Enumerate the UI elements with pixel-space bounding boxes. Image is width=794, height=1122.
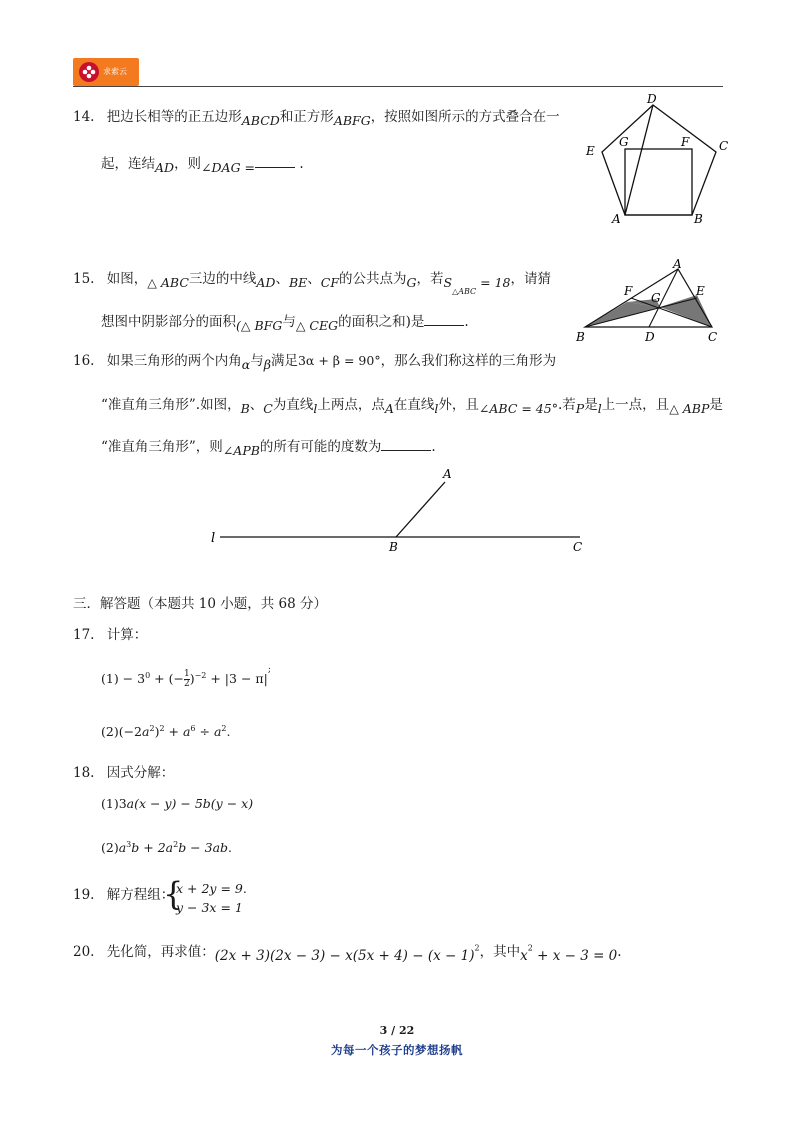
q15-text: 是 <box>410 314 425 330</box>
q19-title: 解方程组： <box>106 887 175 903</box>
q16-text: “准直角三角形”，则 <box>101 439 223 455</box>
q16-answer-blank <box>381 450 431 451</box>
q17-title: 计算： <box>106 627 148 643</box>
q17-punct: . <box>226 724 231 740</box>
q14-pentagon-name: ABCD <box>241 113 280 128</box>
q20-expression: (2x + 3)(2x − 3) − x(5x + 4) − (x − 1) <box>214 948 475 964</box>
q15-text: 的面积之和) <box>338 314 411 330</box>
label-f: F <box>624 284 633 298</box>
q15-figure <box>570 257 730 347</box>
q17-exponent: 2 <box>149 724 155 733</box>
page-number: 3 / 22 <box>379 1024 415 1037</box>
q16-angle: ∠APB <box>222 443 260 458</box>
q19-title-row <box>73 883 174 903</box>
q16-text: 在直线 <box>393 397 435 413</box>
q16-text: “准直角三角形”.如图， <box>101 397 241 413</box>
segment-ba <box>396 482 445 537</box>
q16-angle: ∠ABC = 45° <box>478 401 558 416</box>
brand-logo <box>73 58 139 86</box>
q17-expr: + (− <box>150 671 184 686</box>
q16-point: A <box>384 401 394 416</box>
header-divider <box>73 86 723 87</box>
q15-text: . <box>464 314 469 330</box>
q20-var: x <box>520 948 528 964</box>
label-l: l <box>211 531 216 546</box>
q17-expr: + <box>164 724 183 740</box>
q20-row <box>73 940 622 964</box>
pentagon-shape <box>602 105 716 215</box>
q14-text: 起，连结 <box>101 156 155 172</box>
q16-figure <box>205 465 595 557</box>
q19-eq2 <box>176 900 243 915</box>
segment-ad <box>625 105 653 215</box>
q17-part1 <box>101 664 271 689</box>
q17-var: a <box>142 724 150 740</box>
q17-number: 17. <box>73 627 95 643</box>
q20-exponent: 2 <box>527 943 533 953</box>
q15-median: AD <box>256 275 276 290</box>
q15-text: 三边的中线 <box>188 271 257 287</box>
q17-expr: (1) − 3 <box>101 671 146 686</box>
q15-point: G <box>406 275 417 290</box>
q15-triangle: △ ABC <box>147 275 189 290</box>
q15-answer-blank <box>424 325 464 326</box>
q17-part2 <box>101 724 230 739</box>
q19-number: 19. <box>73 887 95 903</box>
q18-exponent: 2 <box>173 840 179 849</box>
q18-punct: . <box>228 840 233 856</box>
q15-line2 <box>101 310 469 333</box>
q16-line3 <box>101 435 436 458</box>
shade-bfg-lower <box>585 302 660 327</box>
q16-point: B <box>240 401 250 416</box>
label-a: A <box>612 212 621 226</box>
equation-1: x + 2y = 9 <box>176 881 243 896</box>
q17-exponent: 0 <box>145 670 151 680</box>
square-shape <box>625 149 692 215</box>
label-e: E <box>586 144 595 158</box>
label-c: C <box>573 540 583 554</box>
q16-line-l: l <box>434 401 439 416</box>
q17-exponent: 6 <box>190 724 196 733</box>
label-d: D <box>647 92 657 106</box>
q15-number: 15. <box>73 271 95 287</box>
q18-expr: (2) <box>101 840 119 856</box>
q18-title-row <box>73 761 174 781</box>
q17-expr: ) <box>154 724 160 740</box>
q15-line1 <box>73 267 551 296</box>
q14-square-name: ABFG <box>333 113 371 128</box>
q17-exponent: 2 <box>221 724 227 733</box>
q16-condition: 3α + β = 90° <box>297 353 381 368</box>
q15-text: ，请猜 <box>510 271 551 287</box>
equation-2: y − 3x = 1 <box>176 900 243 915</box>
label-c: C <box>719 139 729 153</box>
q14-angle: ∠DAG = <box>201 160 256 175</box>
q20-condition: + x − 3 = 0 <box>532 948 618 964</box>
q15-sep: 、 <box>275 271 289 287</box>
q16-text: .若 <box>557 397 576 413</box>
q20-punct: . <box>617 944 622 960</box>
q17-expr: + |3 − π| <box>206 671 268 686</box>
q20-exponent: 2 <box>474 943 480 953</box>
label-f: F <box>681 135 690 149</box>
q18-expr: b + 2a <box>131 840 174 856</box>
q16-text: 为直线 <box>272 397 314 413</box>
q15-tri2: △ CEG <box>295 318 339 333</box>
q18-title: 因式分解： <box>106 765 175 781</box>
q14-text: . <box>295 156 304 172</box>
q15-text: 与 <box>282 314 296 330</box>
q15-text: 如图， <box>106 271 148 287</box>
fraction-numerator: 1 <box>183 669 190 679</box>
q16-text: 的所有可能的度数为 <box>259 439 382 455</box>
footer-slogan: 为每一个孩子的梦想扬帆 <box>331 1043 463 1057</box>
q14-text: ，则 <box>174 156 202 172</box>
q16-text: 外，且 <box>438 397 479 413</box>
q19-eq1 <box>176 881 247 896</box>
q18-expr: (1)3 <box>101 796 127 811</box>
q16-line1 <box>73 349 557 372</box>
q20-title: 先化简，再求值： <box>106 944 215 960</box>
q20-text: ，其中 <box>479 944 521 960</box>
q14-text: 把边长相等的正五边形 <box>106 109 242 125</box>
label-a: A <box>443 467 452 481</box>
q14-text: ，按照如图所示的方式叠合在一 <box>370 109 560 125</box>
q16-sep: 、 <box>249 397 264 413</box>
q17-exponent: 2 <box>159 724 165 733</box>
q18-exponent: 3 <box>126 840 132 849</box>
q17-expr: (2)(−2 <box>101 724 143 740</box>
q16-number: 16. <box>73 353 95 369</box>
q14-answer-blank <box>255 167 295 168</box>
q15-area: S <box>443 275 453 290</box>
q14-text: 和正方形 <box>279 109 334 125</box>
logo-emblem-icon <box>79 62 99 82</box>
q17-punct: ; <box>267 664 271 675</box>
q14-line2 <box>101 152 304 175</box>
q16-text: 是 <box>584 397 598 413</box>
q16-text: 上一点，且 <box>601 397 670 413</box>
q15-median: BE <box>288 275 308 290</box>
label-g: G <box>619 135 629 149</box>
label-b: B <box>389 540 398 554</box>
q18-number: 18. <box>73 765 95 781</box>
label-b: B <box>576 330 585 344</box>
q14-figure <box>580 92 730 230</box>
q18-expr: a(x − y) − 5b(y − x) <box>126 796 254 811</box>
q15-text: 想图中阴影部分的面积 <box>101 314 236 330</box>
label-b: B <box>694 212 703 226</box>
q16-triangle: △ ABP <box>669 401 710 416</box>
q18-var: a <box>118 840 127 856</box>
q16-point: P <box>575 401 585 416</box>
q16-alpha: α <box>241 357 251 372</box>
q14-line1 <box>73 105 560 128</box>
q16-text: 与 <box>250 353 264 369</box>
q15-median: CF <box>320 275 340 290</box>
q17-exponent: −2 <box>194 670 207 680</box>
q15-text: 的公共点为 <box>339 271 407 287</box>
q15-text: ，若 <box>416 271 444 287</box>
label-g: G <box>651 291 661 305</box>
q16-point: C <box>263 401 273 416</box>
q16-text: 是 <box>709 397 723 413</box>
q16-text: ，那么我们称这样的三角形为 <box>380 353 557 369</box>
q15-tri1: (△ BFG <box>236 318 283 333</box>
q17-var: a <box>182 724 191 740</box>
q17-title-row <box>73 623 147 643</box>
q14-number: 14. <box>73 109 95 125</box>
q16-line-l: l <box>313 401 318 416</box>
q16-line-l: l <box>597 401 602 416</box>
logo-text: 求索云 <box>103 67 127 76</box>
q15-area-sub: △ABC <box>452 286 477 296</box>
fraction-denominator: 2 <box>183 679 190 689</box>
q17-expr: ) <box>189 671 195 686</box>
q19-punct: . <box>242 881 247 896</box>
label-a: A <box>673 257 682 271</box>
label-e: E <box>696 284 705 298</box>
q14-segment: AD <box>155 160 175 175</box>
q18-part2 <box>101 840 232 855</box>
system-brace: { <box>163 875 184 913</box>
q15-sep: 、 <box>307 271 321 287</box>
q17-expr: ÷ <box>195 724 214 740</box>
q20-number: 20. <box>73 944 95 960</box>
label-c: C <box>708 330 718 344</box>
q16-text: 上两点，点 <box>317 397 385 413</box>
q18-part1 <box>101 796 253 811</box>
q16-line2 <box>101 393 723 416</box>
q16-text: . <box>431 439 436 455</box>
q16-text: 满足 <box>270 353 298 369</box>
q17-var: a <box>213 724 222 740</box>
q16-text: 如果三角形的两个内角 <box>106 353 242 369</box>
label-d: D <box>645 330 655 344</box>
q18-expr: b − 3ab <box>178 840 229 856</box>
q15-area-value: = 18 <box>476 275 511 290</box>
section-heading: 三．解答题（本题共 10 小题，共 68 分） <box>73 596 328 612</box>
q16-beta: β <box>263 357 271 372</box>
